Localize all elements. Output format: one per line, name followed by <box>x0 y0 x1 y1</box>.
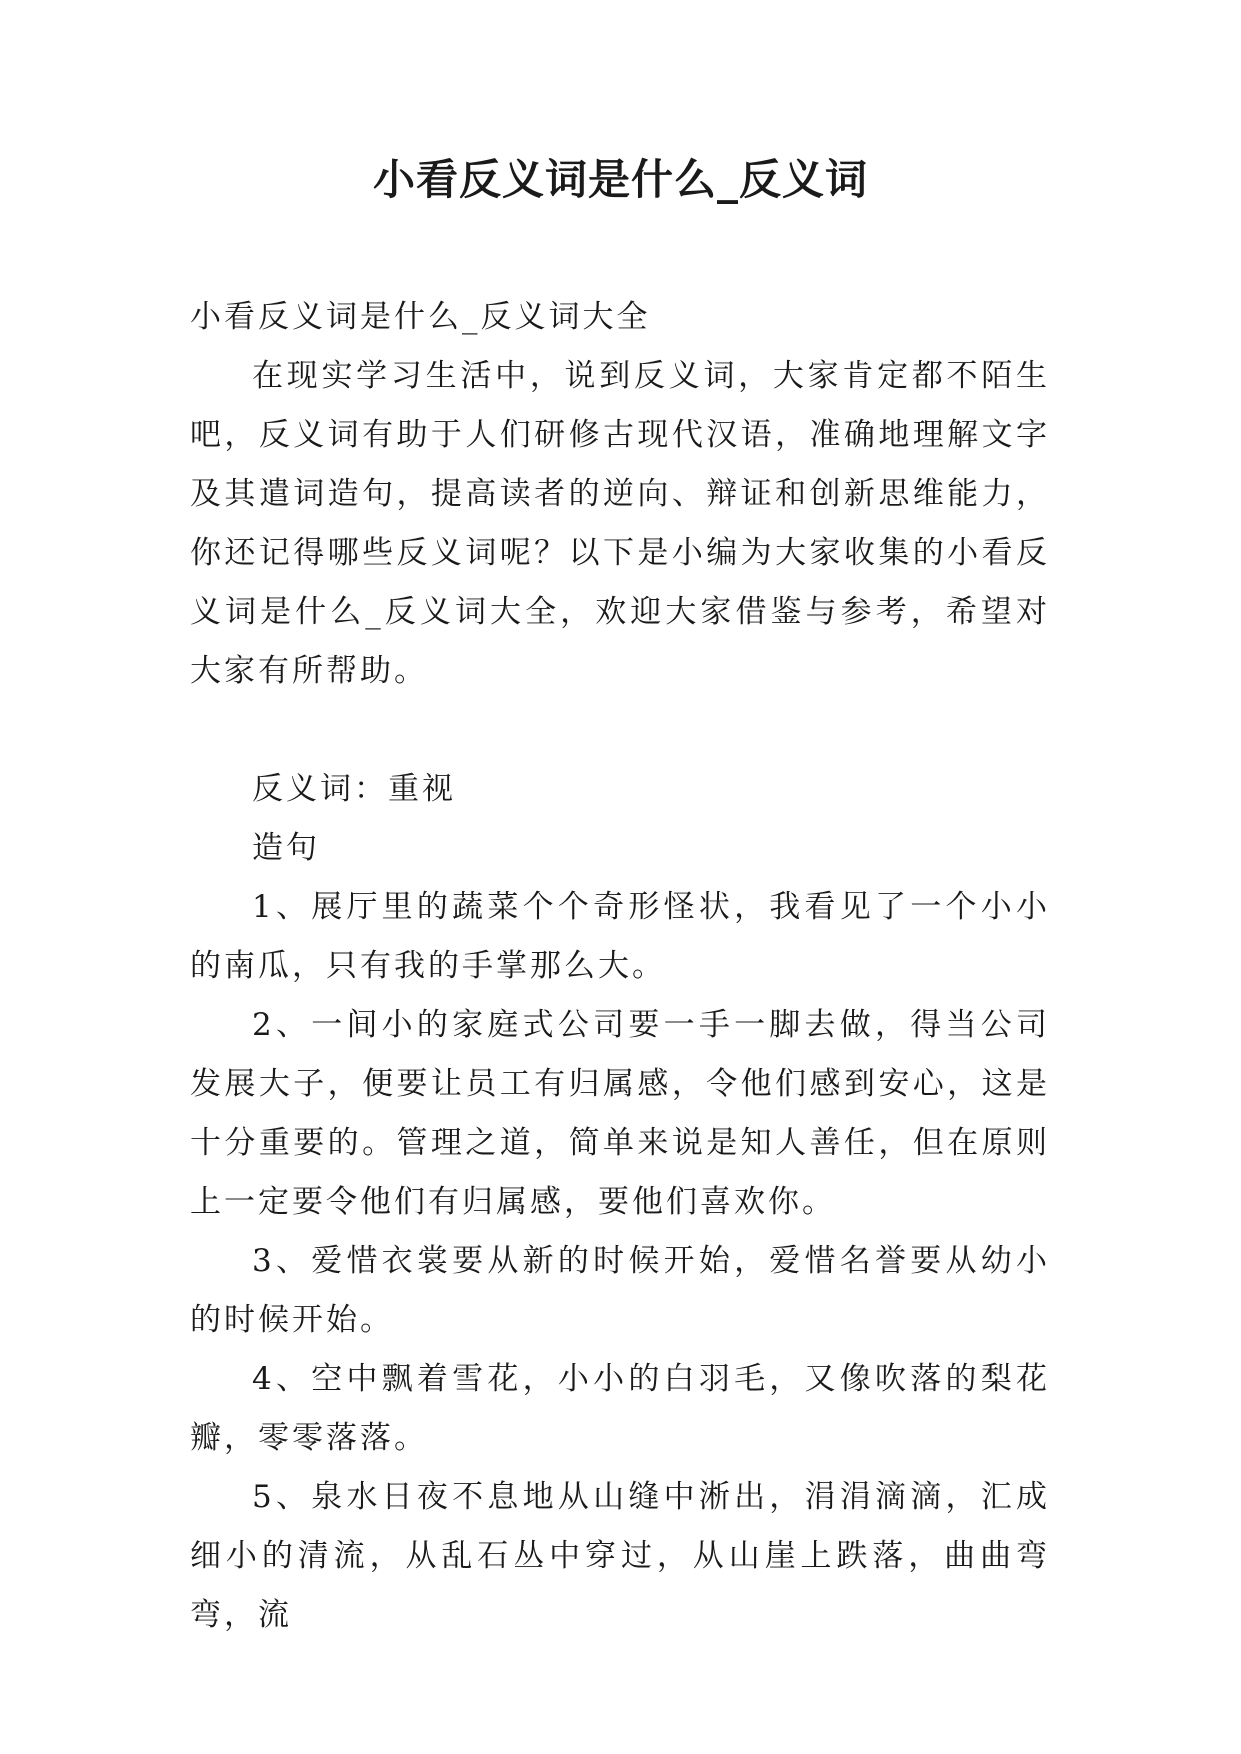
sentence-item-4: 4、空中飘着雪花，小小的白羽毛，又像吹落的梨花瓣，零零落落。 <box>190 1361 1050 1456</box>
document-body <box>190 288 1050 1645</box>
paragraph-gap <box>190 701 1050 760</box>
intro-paragraph: 在现实学习生活中，说到反义词，大家肯定都不陌生吧，反义词有助于人们研修古现代汉语，准确地理解文字及其遣词造句，提高读者的逆向、辩证和创新思维能力，你还记得哪些反义词呢？以下是小编为大家收集的小看反义词是什么_反义词大全，欢迎大家借鉴与参考，希望对大家有所帮助。 <box>190 358 1050 689</box>
document-subtitle: 小看反义词是什么_反义词大全 <box>190 299 651 335</box>
sentence-item-3: 3、爱惜衣裳要从新的时候开始，爱惜名誉要从幼小的时候开始。 <box>190 1243 1050 1338</box>
sentence-item-1: 1、展厅里的蔬菜个个奇形怪状，我看见了一个小小的南瓜，只有我的手掌那么大。 <box>190 889 1050 984</box>
sentence-item-2: 2、一间小的家庭式公司要一手一脚去做，得当公司发展大子，便要让员工有归属感，令他们感到安心，这是十分重要的。管理之道，简单来说是知人善任，但在原则上一定要令他们有归属感，要他们喜欢你。 <box>190 1007 1050 1220</box>
sentences-heading: 造句 <box>252 830 320 866</box>
document-title: 小看反义词是什么_反义词 <box>372 155 868 204</box>
sentence-item-5: 5、泉水日夜不息地从山缝中淅出，涓涓滴滴，汇成细小的清流，从乱石丛中穿过，从山崖上跌落，曲曲弯弯，流 <box>190 1479 1050 1633</box>
antonym-line: 反义词：重视 <box>252 771 456 807</box>
